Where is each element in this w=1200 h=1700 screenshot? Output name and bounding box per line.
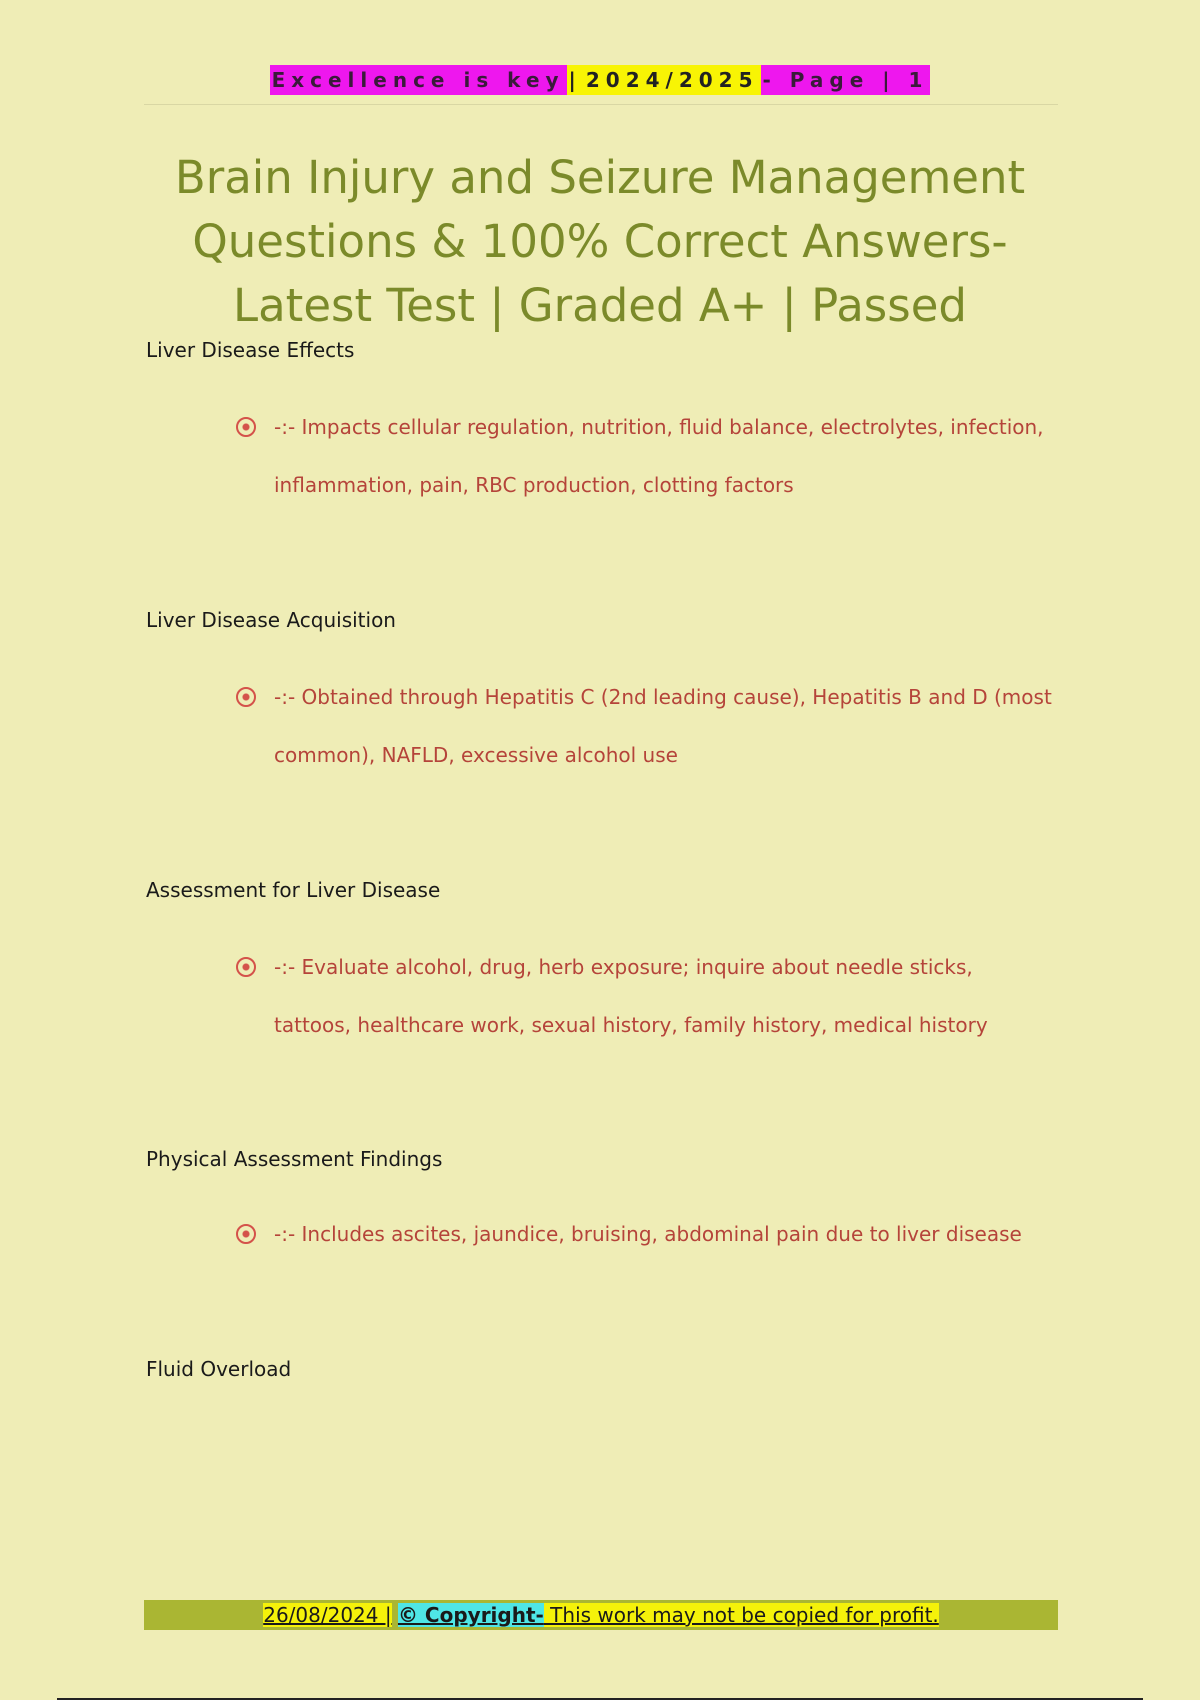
answer-2 (236, 668, 1056, 784)
answer-4 (236, 1205, 1056, 1263)
question-2: Liver Disease Acquisition (146, 608, 396, 632)
flower-bullet-icon (236, 687, 256, 707)
answer-1 (236, 398, 1056, 514)
header-separator: | (567, 65, 584, 95)
answer-1-text: -:- Impacts cellular regulation, nutrition, fluid balance, electrolytes, infection, inflammation, pain, RBC production, clotting factors (274, 415, 1044, 497)
document-title: Brain Injury and Seizure Management Questions & 100% Correct Answers- Latest Test | Graded A+ | Passed (174, 151, 1026, 332)
question-1: Liver Disease Effects (146, 338, 355, 362)
header-tagline: Excellence is key (270, 65, 567, 95)
footer-copyright: © Copyright- (397, 1603, 544, 1627)
page-header (0, 68, 1200, 92)
flower-bullet-icon (236, 957, 256, 977)
question-3: Assessment for Liver Disease (146, 878, 441, 902)
header-divider (144, 104, 1058, 105)
footer-date: 26/08/2024 | (263, 1603, 392, 1627)
flower-bullet-icon (236, 417, 256, 437)
footer-notice: This work may not be copied for profit. (543, 1603, 939, 1627)
page-footer (144, 1600, 1058, 1630)
answer-3-text: -:- Evaluate alcohol, drug, herb exposure; inquire about needle sticks, tattoos, healthcare work, sexual history, family history, medical history (274, 955, 988, 1037)
header-year: 2024/2025 (584, 65, 761, 95)
flower-bullet-icon (236, 1224, 256, 1244)
answer-4-text: -:- Includes ascites, jaundice, bruising, abdominal pain due to liver disease (274, 1222, 1022, 1246)
answer-2-text: -:- Obtained through Hepatitis C (2nd leading cause), Hepatitis B and D (most common), NAFLD, excessive alcohol use (274, 685, 1052, 767)
answer-3 (236, 938, 1056, 1054)
header-page-number: - Page | 1 (761, 65, 931, 95)
question-5: Fluid Overload (146, 1357, 292, 1381)
question-4: Physical Assessment Findings (146, 1147, 443, 1171)
